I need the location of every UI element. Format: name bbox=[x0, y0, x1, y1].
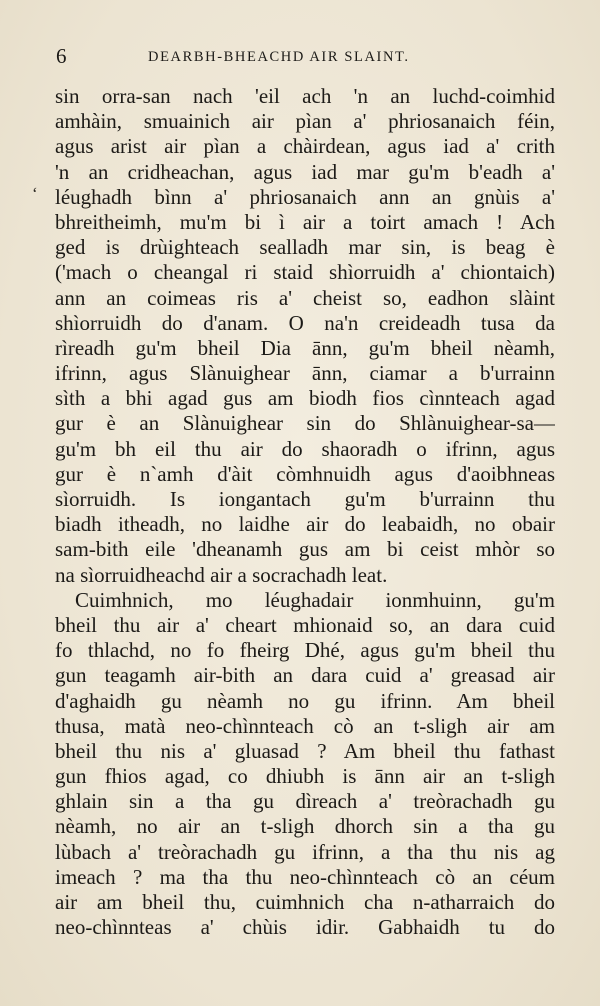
text-line: sìth a bhi agad gus am biodh fios cìnnteach agad bbox=[55, 386, 555, 411]
text-line: gur è an Slànuighear sin do Shlànuighear-sa— bbox=[55, 411, 555, 436]
body-text bbox=[55, 84, 555, 940]
text-line: imeach ? ma tha thu neo-chìnnteach cò an céum bbox=[55, 864, 555, 889]
text-line: amhàin, smuainich air pìan a' phriosanaich féin, bbox=[55, 109, 555, 134]
text-line: bhreitheimh, mu'm bi ì air a toirt amach ! Ach bbox=[55, 209, 555, 234]
text-line: ifrinn, agus Slànuighear ānn, ciamar a b'urrainn bbox=[55, 361, 555, 386]
page-number: 6 bbox=[56, 44, 67, 68]
paragraph-end-line: na sìorruidheachd air a socrachadh leat. bbox=[55, 562, 388, 587]
text-line: rìreadh gu'm bheil Dia ānn, gu'm bheil nèamh, bbox=[55, 335, 555, 360]
text-line: ged is drùighteach sealladh mar sin, is beag è bbox=[55, 235, 555, 260]
text-line: gun fhios agad, co dhiubh is ānn air an t-sligh bbox=[55, 764, 555, 789]
text-line: léughadh bìnn a' phriosanaich ann an gnùis a' bbox=[55, 184, 555, 209]
text-line: agus arist air pìan a chàirdean, agus iad a' crith bbox=[55, 134, 555, 159]
text-line: sam-bith eile 'dheanamh gus am bi ceist mhòr so bbox=[55, 537, 555, 562]
running-title: DEARBH-BHEACHD AIR SLAINT. bbox=[148, 49, 410, 65]
text-line: sìorruidh. Is iongantach gu'm b'urrainn thu bbox=[55, 487, 555, 511]
text-line: 'n an cridheachan, agus iad mar gu'm b'eadh a' bbox=[55, 159, 555, 184]
paragraph-start-line: Cuimhnich, mo léughadair ionmhuinn, gu'm bbox=[75, 587, 555, 612]
text-line: neo-chìnnteas a' chùis idir. Gabhaidh tu do bbox=[55, 915, 555, 940]
margin-mark: ‘ bbox=[32, 184, 38, 203]
text-line: lùbach a' treòrachadh gu ifrinn, a tha thu nis ag bbox=[55, 839, 555, 864]
text-line: gur è n`amh d'àit còmhnuidh agus d'aoibhneas bbox=[55, 461, 555, 486]
text-line: ghlain sin a tha gu dìreach a' treòrachadh gu bbox=[55, 789, 555, 814]
text-line: gu'm bh eil thu air do shaoradh o ifrinn, agus bbox=[55, 436, 555, 461]
text-line: bheil thu nis a' gluasad ? Am bheil thu fathast bbox=[55, 738, 555, 763]
text-line: ann an coimeas ris a' cheist so, eadhon slàint bbox=[55, 285, 555, 310]
text-line: sin orra-san nach 'eil ach 'n an luchd-coimhid bbox=[55, 84, 555, 108]
text-line: bheil thu air a' cheart mhionaid so, an dara cuid bbox=[55, 612, 555, 637]
text-line: shìorruidh do d'anam. O na'n creideadh tusa da bbox=[55, 310, 555, 335]
running-header bbox=[56, 44, 556, 68]
text-line: fo thlachd, no fo fheirg Dhé, agus gu'm bheil thu bbox=[55, 638, 555, 663]
text-line: air am bheil thu, cuimhnich cha n-atharraich do bbox=[55, 890, 555, 914]
text-line: nèamh, no air an t-sligh dhorch sin a tha gu bbox=[55, 814, 555, 839]
text-line: thusa, matà neo-chìnnteach cò an t-sligh air am bbox=[55, 713, 555, 738]
text-line: gun teagamh air-bith an dara cuid a' greasad air bbox=[55, 663, 555, 688]
text-line: biadh itheadh, no laidhe air do leabaidh, no obair bbox=[55, 512, 555, 537]
text-line: ('mach o cheangal ri staid shìorruidh a' chiontaich) bbox=[55, 260, 555, 285]
text-line: d'aghaidh gu nèamh no gu ifrinn. Am bheil bbox=[55, 688, 555, 713]
